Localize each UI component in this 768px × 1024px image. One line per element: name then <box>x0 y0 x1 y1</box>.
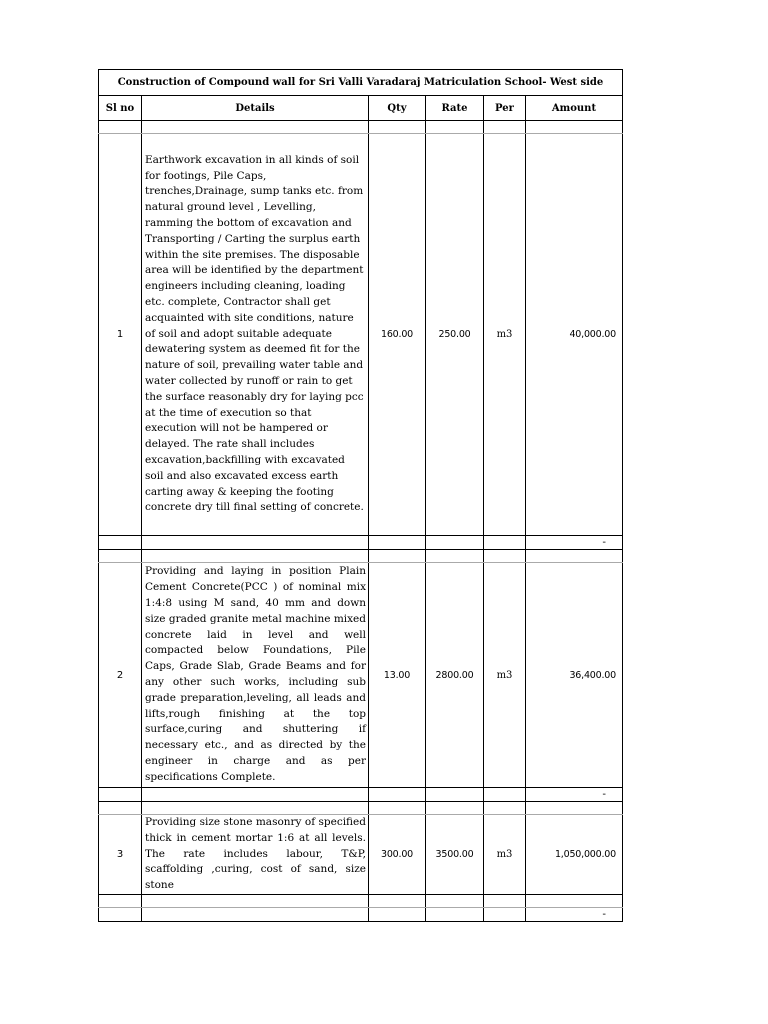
item-sl-no: 2 <box>99 563 142 788</box>
header-qty: Qty <box>369 96 426 121</box>
item-per: m3 <box>484 134 526 536</box>
item-subtotal: - <box>526 788 623 802</box>
spacer-row <box>99 121 623 134</box>
item-rate: 2800.00 <box>426 563 484 788</box>
estimate-table <box>98 69 623 922</box>
subtotal-row-item-2 <box>99 788 623 802</box>
header-row <box>99 96 623 121</box>
item-rate: 3500.00 <box>426 815 484 895</box>
item-amount: 40,000.00 <box>526 134 623 536</box>
document-title: Construction of Compound wall for Sri Valli Varadaraj Matriculation School- West side <box>99 70 623 96</box>
spacer-row <box>99 802 623 815</box>
header-details: Details <box>142 96 369 121</box>
item-details: Providing and laying in position Plain Cement Concrete(PCC ) of nominal mix 1:4:8 using M sand, 40 mm and down size graded granite metal machine mixed concrete laid in level and well compacted below Foundations, Pile Caps, Grade Slab, Grade Beams and for any other such works, including sub grade preparation,leveling, all leads and lifts,rough finishing at the top surface,curing and shuttering if necessary etc., and as directed by the engineer in charge and as per specifications Complete. <box>142 563 369 788</box>
item-amount: 36,400.00 <box>526 563 623 788</box>
subtotal-row-item-3 <box>99 907 623 921</box>
item-qty: 13.00 <box>369 563 426 788</box>
header-sl-no: Sl no <box>99 96 142 121</box>
item-details: Providing size stone masonry of specified thick in cement mortar 1:6 at all levels. The rate includes labour, T&P, scaffolding ,curing, cost of sand, size stone <box>142 815 369 895</box>
item-qty: 300.00 <box>369 815 426 895</box>
item-rate: 250.00 <box>426 134 484 536</box>
item-sl-no: 3 <box>99 815 142 895</box>
subtotal-row-item-1 <box>99 536 623 550</box>
item-per: m3 <box>484 815 526 895</box>
title-row <box>99 70 623 96</box>
item-subtotal: - <box>526 536 623 550</box>
spacer-row <box>99 894 623 907</box>
item-amount: 1,050,000.00 <box>526 815 623 895</box>
item-sl-no: 1 <box>99 134 142 536</box>
item-details: Earthwork excavation in all kinds of soil for footings, Pile Caps, trenches,Drainage, sump tanks etc. from natural ground level , Levelling, ramming the bottom of excavation and Transporting / Carting the surplus earth within the site premises. The disposable area will be identified by the department engineers including cleaning, loading etc. complete, Contractor shall get acquainted with site conditions, nature of soil and adopt suitable adequate dewatering system as deemed fit for the nature of soil, prevailing water table and water collected by runoff or rain to get the surface reasonably dry for laying pcc at the time of execution so that execution will not be hampered or delayed. The rate shall includes excavation,backfilling with excavated soil and also excavated excess earth carting away & keeping the footing concrete dry till final setting of concrete. <box>142 134 369 536</box>
table-row-item-3 <box>99 815 623 895</box>
header-rate: Rate <box>426 96 484 121</box>
item-per: m3 <box>484 563 526 788</box>
item-subtotal: - <box>526 907 623 921</box>
table-row-item-1 <box>99 134 623 536</box>
header-amount: Amount <box>526 96 623 121</box>
item-qty: 160.00 <box>369 134 426 536</box>
spacer-row <box>99 550 623 563</box>
header-per: Per <box>484 96 526 121</box>
table-row-item-2 <box>99 563 623 788</box>
